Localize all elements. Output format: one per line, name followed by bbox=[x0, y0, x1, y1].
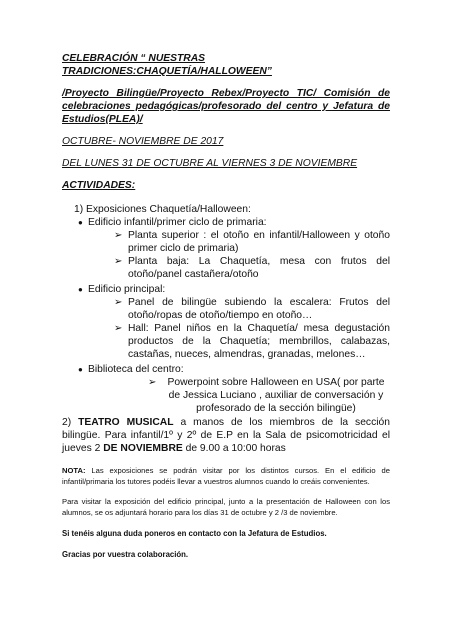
edificio-infantil: Edificio infantil/primer ciclo de primaria: bbox=[88, 217, 267, 228]
planta-baja: Planta baja: La Chaquetía, mesa con frutos del otoño/panel castañera/otoño bbox=[128, 256, 390, 280]
arrow-bullet-icon: ➢ bbox=[114, 323, 123, 334]
hall: Hall: Panel niños en la Chaquetía/ mesa degustación productos de la Chaquetía; membrillos, calabazas, castañas, nueces, almendras, granadas, melones… bbox=[128, 323, 390, 360]
powerpoint: Powerpoint sobre Halloween en USA( por parte de Jessica Luciano , auxiliar de conversación y profesorado de la sección bilingüe) bbox=[167, 377, 385, 414]
list-item bbox=[62, 296, 390, 322]
list-item bbox=[62, 283, 390, 296]
contact-line: Si tenéis alguna duda poneros en contacto con la Jefatura de Estudios. bbox=[62, 529, 327, 538]
list-item bbox=[62, 363, 390, 376]
thanks-line: Gracias por vuestra colaboración. bbox=[62, 550, 189, 559]
edificio-principal: Edificio principal: bbox=[88, 284, 166, 295]
fecha-noviembre: DE NOVIEMBRE bbox=[103, 443, 183, 454]
planta-superior: Planta superior : el otoño en infantil/Halloween y otoño primer ciclo de primaria) bbox=[128, 230, 390, 254]
bullet-icon: ● bbox=[78, 285, 83, 294]
bullet-icon: ● bbox=[78, 365, 83, 374]
activities-heading: ACTIVIDADES: bbox=[62, 180, 136, 191]
projects-line: /Proyecto Bilingüe/Proyecto Rebex/Proyecto TIC/ Comisión de celebraciones pedagógicas/profesorado del centro y Jefatura de Estudios(PLEA)/ bbox=[62, 88, 390, 125]
document-title: CELEBRACIÓN “ NUESTRAS TRADICIONES:CHAQUETÍA/HALLOWEEN” bbox=[62, 53, 272, 77]
visit-info: Para visitar la exposición del edificio principal, junto a la presentación de Halloween con los alumnos, se os adjuntará horario para los días 31 de octubre y 2 /3 de noviembre. bbox=[62, 497, 390, 517]
arrow-bullet-icon: ➢ bbox=[114, 297, 123, 308]
bullet-icon: ● bbox=[78, 218, 83, 227]
item1-label: 1) Exposiciones Chaquetía/Halloween: bbox=[74, 204, 251, 215]
arrow-bullet-icon: ➢ bbox=[114, 230, 123, 241]
list-item bbox=[62, 376, 390, 415]
list-item bbox=[62, 255, 390, 281]
list-item bbox=[62, 216, 390, 229]
period-line: OCTUBRE- NOVIEMBRE DE 2017 bbox=[62, 136, 224, 147]
teatro-musical: TEATRO MUSICAL bbox=[78, 417, 174, 428]
arrow-bullet-icon: ➢ bbox=[114, 256, 123, 267]
panel-bilingue: Panel de bilingüe subiendo la escalera: Frutos del otoño/ropas de otoño/tiempo en otoño… bbox=[128, 297, 390, 321]
item2-teatro: 2) TEATRO MUSICAL a manos de los miembros de la sección bilingüe. Para infantil/1º y 2º de E.P en la Sala de psicomotricidad el jueves 2 DE NOVIEMBRE de 9.00 a 10:00 horas bbox=[62, 417, 390, 454]
activities-list bbox=[62, 203, 390, 455]
biblioteca: Biblioteca del centro: bbox=[88, 364, 184, 375]
list-item bbox=[62, 322, 390, 361]
arrow-bullet-icon: ➢ bbox=[148, 377, 157, 388]
list-item bbox=[62, 229, 390, 255]
note-label: NOTA: bbox=[62, 466, 86, 475]
dates-line: DEL LUNES 31 DE OCTUBRE AL VIERNES 3 DE NOVIEMBRE bbox=[62, 158, 358, 169]
note-paragraph bbox=[62, 465, 390, 487]
note-text: Las exposiciones se podrán visitar por los distintos cursos. En el edificio de infantil/primaria los tutores podéis llevar a vuestros alumnos cuando lo creáis convenientes. bbox=[62, 466, 390, 486]
